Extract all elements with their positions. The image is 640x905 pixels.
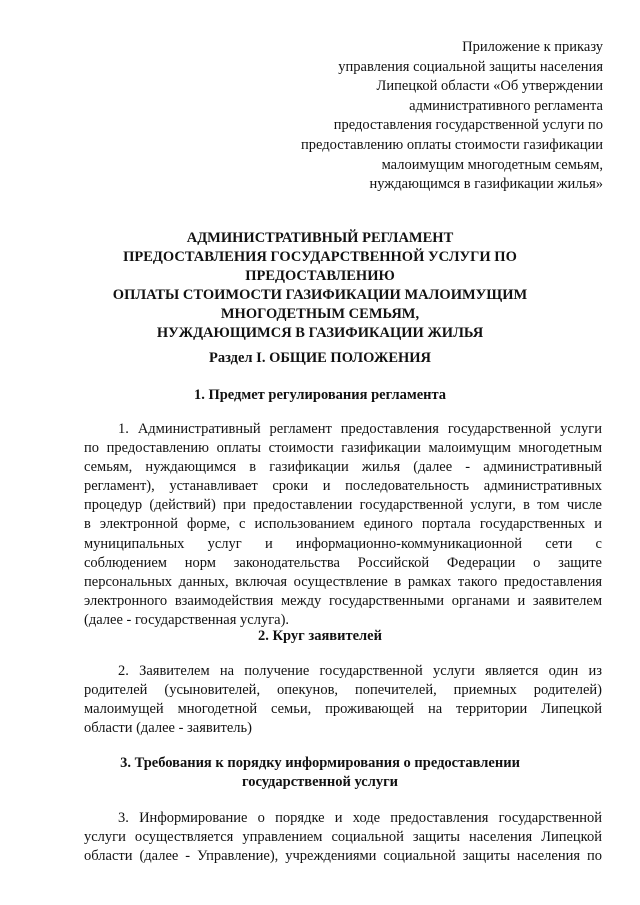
appendix-line: предоставлению оплаты стоимости газификации — [300, 136, 603, 153]
appendix-line: нуждающимся в газификации жилья» — [369, 176, 603, 193]
paragraph-2 — [84, 662, 602, 738]
paragraph-line: 2. Заявителем на получение государственной услуги является один из — [118, 663, 602, 679]
appendix-line: малоимущим многодетным семьям, — [381, 156, 603, 173]
paragraph-line: электронного взаимодействия между государственными органами и заявителем — [84, 592, 602, 609]
subsection-2-heading: 2. Круг заявителей — [258, 628, 382, 644]
subsection-3-heading-line: государственной услуги — [241, 774, 399, 790]
title-line: АДМИНИСТРАТИВНЫЙ РЕГЛАМЕНТ — [186, 230, 454, 246]
paragraph-3 — [84, 809, 602, 866]
paragraph-line: области (далее - Управление), учреждениями социальной защиты населения по — [84, 848, 602, 865]
paragraph-line: регламент), устанавливает сроки и последовательность административных — [84, 478, 602, 495]
paragraph-line: родителей (усыновителей, опекунов, попечителей, приемных родителей) — [84, 682, 602, 699]
subsection-1-heading: 1. Предмет регулирования регламента — [193, 387, 447, 403]
paragraph-line: процедур (действий) при предоставлении государственной услуги, в том числе — [84, 497, 602, 514]
title-line: ПРЕДОСТАВЛЕНИЮ — [245, 268, 395, 284]
title-line: МНОГОДЕТНЫМ СЕМЬЯМ, — [220, 306, 420, 322]
paragraph-line: 3. Информирование о порядке и ходе предоставления государственной — [118, 810, 602, 826]
title-line: НУЖДАЮЩИМСЯ В ГАЗИФИКАЦИИ ЖИЛЬЯ — [156, 325, 484, 341]
appendix-note — [263, 38, 603, 195]
paragraph-line: малоимущей многодетной семьи, проживающей на территории Липецкой — [84, 701, 602, 718]
paragraph-1 — [84, 420, 602, 630]
appendix-line: управления социальной защиты населения — [338, 58, 603, 75]
paragraph-line: муниципальных услуг и информационно-коммуникационной сети с — [84, 535, 602, 552]
title-line: ОПЛАТЫ СТОИМОСТИ ГАЗИФИКАЦИИ МАЛОИМУЩИМ — [112, 287, 528, 303]
paragraph-line: семьям, нуждающимся в газификации жилья (далее - административный — [84, 459, 602, 476]
paragraph-line: соблюдением норм законодательства Российской Федерации о защите — [84, 554, 602, 571]
appendix-line: Липецкой области «Об утверждении — [376, 78, 603, 95]
appendix-line: административного регламента — [409, 97, 603, 114]
title-line: ПРЕДОСТАВЛЕНИЯ ГОСУДАРСТВЕННОЙ УСЛУГИ ПО — [123, 249, 517, 265]
paragraph-line: в электронной форме, с использованием единого портала государственных и — [84, 516, 602, 533]
appendix-line: предоставления государственной услуги по — [333, 117, 603, 134]
paragraph-line: области (далее - заявитель) — [84, 720, 252, 737]
paragraph-line: услуги осуществляется управлением социальной защиты населения Липецкой — [84, 829, 602, 846]
document-title — [80, 229, 560, 343]
paragraph-line: по предоставлению оплаты стоимости газификации малоимущим многодетным — [84, 440, 602, 457]
paragraph-line: (далее - государственная услуга). — [84, 611, 290, 628]
paragraph-line: персональных данных, включая осуществление в рамках такого предоставления — [84, 573, 602, 590]
section-heading: Раздел I. ОБЩИЕ ПОЛОЖЕНИЯ — [208, 350, 432, 366]
appendix-line: Приложение к приказу — [462, 39, 603, 55]
paragraph-line: 1. Административный регламент предоставления государственной услуги — [118, 421, 602, 437]
subsection-3-heading-line: 3. Требования к порядку информирования о предоставлении — [120, 755, 520, 771]
